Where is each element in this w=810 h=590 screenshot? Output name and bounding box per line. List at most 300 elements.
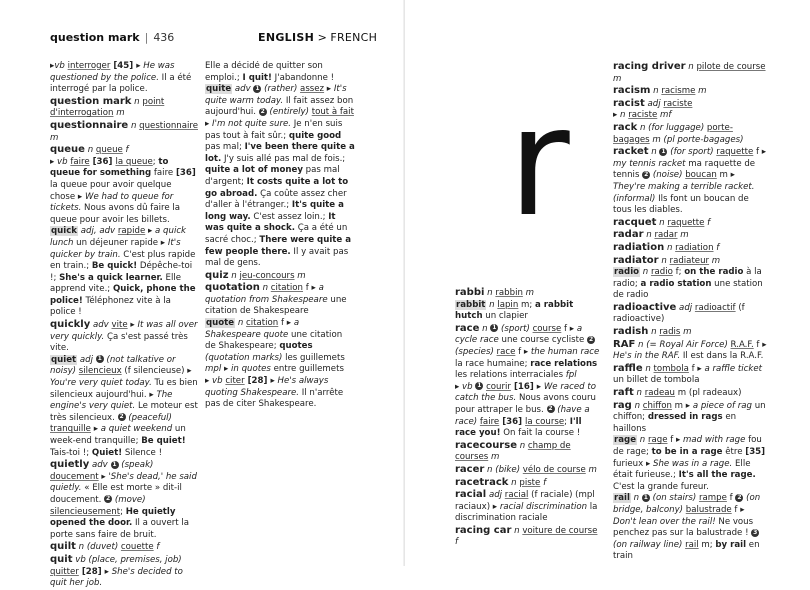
entry-text: Le moteur est très silencieux. [50,401,198,423]
example-sentence: my tennis racket [613,158,686,169]
phrase: a rabbit hutch [455,299,574,322]
translation: citation [270,283,304,294]
grammar-label: adj [644,98,664,109]
phrase: [28] [78,566,105,577]
grammar-label: adv [89,460,111,471]
entry-text: C'est la grande fureur. [613,481,709,492]
headword: rabbi [455,287,485,298]
headword: quilt [50,541,76,553]
phrase: [28] [244,376,271,387]
headword: racing driver [613,61,686,72]
entry-text: f ▸ [515,346,531,357]
phrase: It was quite a shock. [205,211,336,234]
dictionary-entry [205,318,355,376]
right-column-2 [613,61,768,563]
phrase: a radio station [640,278,712,289]
entry-text: m (pl radeaux) [675,388,742,399]
headword: raft [613,387,634,399]
example-sentence: We had to queue for tickets. [50,191,174,214]
example-sentence: They're making a terrible racket. (informal) [613,181,755,204]
translation: pilote de course [696,62,766,72]
entry-text: un clapier [482,311,528,322]
example-sentence: He was questioned by the police. [50,61,175,83]
dictionary-entry [613,493,768,563]
example-sentence: a raffle ticket [704,363,762,374]
dictionary-entry [50,319,198,355]
translation: couette [120,542,154,553]
grammar-label: n [648,147,660,158]
sense-number: 2 [588,335,594,343]
dictionary-entry [613,339,768,363]
dictionary-entry [50,96,198,120]
grammar-label: (on stairs) [649,493,699,504]
phrase: [36] [89,156,116,167]
entry-text: Je n'en suis pas tout à fait sûr.; [205,118,343,141]
example-sentence: It's quite warm today. [205,84,347,106]
headword: racetrack [455,476,509,488]
translation: radioactif [694,302,736,313]
phrase: It's quite a long way. [205,200,344,222]
translation: voiture de course [522,525,598,536]
headword: racing car [455,524,512,536]
entry-text: être [722,447,746,457]
dictionary-entry [613,326,768,339]
dictionary-entry [613,146,768,217]
example-sentence: a cycle race [455,323,583,346]
grammar-label: m [50,132,59,143]
entry-text: Il a été interrogé par la police. [50,72,192,95]
grammar-label: f [153,542,160,553]
entry-text: C'est assez loin.; [250,211,329,222]
entry-text: un billet de tombola [613,375,700,386]
phrase: [36] [175,168,196,179]
phrase: Quiet! [91,447,123,458]
example-sentence: a quiet weekend [100,424,173,435]
target-language: FRENCH [330,31,378,44]
grammar-label: (move) [112,494,146,505]
headword: quotation [205,282,260,294]
grammar-label: m (pl porte-bagages) [649,134,744,145]
entry-text: pas mal d'argent; [205,165,340,187]
translation: citation [246,318,279,329]
translation: faire [70,156,90,167]
translation: la queue [115,156,153,167]
phrase: She's a quick learner. [59,272,163,283]
grammar-label: f [455,537,459,548]
dictionary-entry [50,144,198,157]
entry-text: Elle était furieuse.; [613,458,751,481]
entry-text: Dépêche-toi !; [50,261,193,283]
entry-text: ▸ [50,156,58,167]
entry-text: f ▸ [753,339,767,350]
headword: raffle [613,362,643,374]
entry-text: Ça coûte assez cher d'aller à l'étranger.; [205,188,347,211]
grammar-label: m [113,108,125,119]
entry-text: pas mal; [205,142,245,153]
sense-number: 2 [644,170,649,178]
dictionary-entry [613,85,768,98]
phrase: race relations [530,358,598,369]
example-sentence: a piece of rag [692,400,752,411]
sense-number: 2 [260,107,265,115]
example-sentence: in quotes [231,364,271,375]
headword: rag [613,399,632,411]
grammar-label: m [294,270,306,281]
highlighted-headword: quick [51,226,78,237]
translation: rage [647,435,668,446]
grammar-label: (noise) [650,170,686,181]
translation: tombola [653,363,689,374]
grammar-label: f [704,217,711,228]
sense-number: 2 [548,405,553,413]
translation: queue [95,145,123,156]
entry-text: ▸ [324,84,334,95]
example-sentence: We raced to catch the bus. [455,381,596,404]
highlighted-headword: radio [614,267,640,278]
example-sentence: mad with rage [683,435,746,446]
dictionary-entry [205,84,355,270]
source-language: ENGLISH [258,31,315,44]
translation: assez [300,84,325,95]
entry-text: en train [613,539,760,562]
headword: racist [613,97,645,109]
grammar-label: m [585,464,597,475]
dictionary-entry [613,302,768,326]
translation: la course [525,416,565,427]
entry-text: ▸ [205,118,213,129]
grammar-label: m [522,288,535,298]
entry-text: ; [120,506,126,517]
example-sentence: I'm not quite sure. [212,118,292,129]
section-letter: r [508,76,570,250]
grammar-label: m [680,327,692,338]
translation: chiffon [642,400,672,411]
translation: racial [504,490,529,501]
entry-text: la queue pour avoir quelque chose ▸ [50,179,172,202]
entry-text: un week-end tranquille; [50,424,186,446]
entry-text: une citation de Shakespeare [205,294,347,317]
translation: R.A.F. [730,339,754,350]
dictionary-entry [50,355,198,459]
entry-text: (f silencieuse) ▸ [121,366,192,377]
grammar-label: n [131,96,143,107]
entry-text: la discrimination raciale [455,501,598,524]
sense-number: 3 [753,528,758,536]
phrase: to be in a rage [651,447,723,457]
translation: radeau [644,388,675,399]
grammar-label: n [658,255,670,266]
translation: raquette [716,147,754,158]
grammar-label: n [484,288,496,298]
sense-number: 1 [643,493,648,501]
grammar-label: n (bike) [484,464,523,475]
translation: rail [685,539,699,550]
dictionary-entry [50,226,198,319]
example-sentence: He's in the RAF. [613,351,681,362]
entry-text: ▸ [536,381,544,392]
translation: radis [659,327,681,338]
dictionary-entry [613,255,768,268]
grammar-label: m [488,452,500,463]
translation: race [496,346,516,357]
left-page [0,0,405,589]
dictionary-entry [50,157,198,227]
dictionary-entry [455,464,603,477]
dictionary-entry [613,435,768,493]
example-sentence: a Shakespeare quote [205,318,300,340]
grammar-label: m [613,73,622,84]
grammar-label: n [508,477,520,488]
grammar-label: mpl [205,364,222,375]
dictionary-entry [455,440,603,464]
entry-text: J'y suis allé pas mal de fois.; [221,153,346,164]
grammar-label: n (duvet) [75,542,121,553]
entry-text: f ▸ [731,504,745,515]
entry-text: Il a ouvert la porte sans faire de bruit. [50,518,190,540]
right-running-head [258,31,377,44]
entry-text: (f raciale) (mpl raciaux) ▸ [455,490,595,512]
sense-number: 2 [119,413,124,421]
translation: rampe [698,493,727,504]
translation: quitter [50,566,79,577]
translation: rabbin [495,288,523,298]
translation: radiation [675,242,714,253]
grammar-label: m [677,230,689,241]
entry-text: Elle apprend vite.; [50,272,182,295]
headword: racism [613,85,651,97]
headword: racket [613,146,649,158]
headword: queue [50,144,85,156]
translation: silencieusement [50,506,121,517]
entry-text: m ▸ [671,400,693,411]
highlighted-headword: rail [614,493,630,504]
grammar-label: n [650,86,662,97]
grammar-label: adj [486,490,505,501]
headword: racial [455,489,487,501]
sense-number: 2 [737,493,742,501]
translation: balustrade [685,504,732,515]
headword: radiation [613,241,665,253]
entry-text: Nous avons couru pour attraper le bus. [455,393,596,415]
example-sentence: Don't lean over the rail! [613,516,716,527]
sense-number: 1 [255,84,260,92]
phrase: quite a lot of money [205,165,303,176]
left-running-head: question mark | 436 [50,31,175,44]
dictionary-entry [613,217,768,230]
phrase: It costs quite a lot to go abroad. [205,176,349,199]
highlighted-headword: quiet [51,354,77,365]
translation: vite [111,320,128,331]
dictionary-entry [613,400,768,436]
entry-text: ▸ [221,364,231,375]
grammar-label: (on bridge, balcony) [613,493,761,515]
entry-text: (f radioactive) [613,302,745,325]
entry-text: ▸ [145,226,156,237]
grammar-label: adj [77,354,96,365]
entry-text: m; [518,299,536,310]
grammar-label: n [228,270,240,281]
headword: radar [613,229,644,241]
headword: radish [613,326,649,338]
headword: quickly [50,319,91,331]
example-sentence: She was in a rage. [653,458,733,469]
entry-text: m ▸ [716,170,735,181]
grammar-label: f [540,477,547,488]
dictionary-entry [50,120,198,144]
phrase: to queue for something [50,156,169,179]
dictionary-entry [613,98,768,111]
grammar-label: (peaceful) [125,412,172,423]
entry-text: ; [564,416,570,427]
phrase: Quick, phone the police! [50,284,196,306]
translation: faire [479,416,500,427]
sense-number: 1 [477,382,482,390]
grammar-label: adv [232,84,254,95]
headword: questionnaire [50,119,129,131]
dictionary-entry [455,525,603,549]
grammar-label: n [511,525,523,536]
entry-text: entre guillemets [270,364,344,375]
entry-text: les guillemets [285,352,345,363]
headword: quit [50,553,73,565]
grammar-label: vb [54,61,68,71]
dictionary-entry [455,323,603,382]
entry-text: Il y avait pas mal de gens. [205,246,349,269]
entry-text: ▸ [104,566,112,577]
example-sentence: a quotation from Shakespeare [205,283,328,305]
grammar-label: n [642,363,654,374]
example-sentence: 'She's dead,' he said quietly. [50,471,197,494]
grammar-label: n [620,110,629,121]
phrase: quotes [279,341,313,352]
dictionary-entry [50,554,198,590]
grammar-label: m [709,255,721,266]
dictionary-entry [50,541,198,554]
grammar-label: n [664,242,676,253]
entry-text: Nous avons dû faire la queue pour avoir les billets. [50,203,180,225]
translation: radio [650,267,673,278]
translation: raciste [663,98,693,109]
headword: racecourse [455,439,517,451]
grammar-label: vb [57,156,71,167]
translation: courir [486,381,511,392]
translation: silencieux [78,366,122,377]
translation: questionnaire [139,120,198,131]
dictionary-entry [455,382,603,440]
highlighted-headword: quite [206,84,232,95]
entry-text: f ▸ [753,147,767,158]
dictionary-entry [205,61,355,84]
grammar-label: n (for luggage) [637,122,707,133]
phrase: on the radio [684,267,744,278]
phrase: dressed in rags [647,412,723,423]
grammar-label: m [695,86,707,97]
entry-text: ▸ [136,61,144,71]
grammar-label: n (= Royal Air Force) [635,339,731,350]
example-sentence: He's always quoting Shakespeare. [205,376,329,398]
grammar-label: (entirely) [266,107,312,118]
grammar-label: n [630,493,642,504]
entry-text: f ▸ [667,435,684,446]
grammar-label: f [122,145,129,156]
grammar-label: n [128,120,140,131]
grammar-label: (sport) [498,323,533,334]
example-sentence: racial discrimination [499,501,588,512]
phrase: I'll race you! [455,416,582,439]
dictionary-entry [613,363,768,387]
highlighted-headword: rabbit [456,299,486,310]
dictionary-entry [455,300,603,323]
headword: race [455,322,480,334]
highlighted-headword: quote [206,318,235,329]
entry-text: J'abandonne ! [271,72,335,83]
entry-text: une course cycliste [498,335,588,346]
sense-number: 2 [106,495,111,503]
example-sentence: the human race [530,346,600,357]
dictionary-entry [205,376,355,411]
grammar-label: (have a race) [455,404,590,427]
dictionary-entry [455,489,603,525]
grammar-label: n [631,400,643,411]
phrase: [35] [745,447,766,457]
dictionary-entry [613,242,768,255]
translation: piste [519,477,541,488]
grammar-label: vb (place, premises, job) [72,554,182,565]
direction-arrow: > [317,31,327,44]
headword: radioactive [613,301,677,313]
translation: point d'interrogation [50,96,165,119]
sense-number: 1 [492,324,497,332]
right-column-1 [455,287,603,549]
dictionary-entry [455,287,603,300]
entry-text: « Elle est morte » dit-il doucement. [50,483,182,505]
example-sentence: It was all over very quickly. [50,320,198,342]
dictionary-entry [613,267,768,302]
entry-text: en haillons [613,412,737,434]
entry-text: Ne vous penchez pas sur la balustrade ! [613,516,754,539]
example-sentence: You're very quiet today. [50,378,152,389]
entry-text: ; [152,156,159,167]
entry-text: une station de radio [613,278,763,301]
running-head-title: question mark [50,31,140,44]
phrase: [45] [110,61,137,71]
grammar-label: vb [462,381,476,392]
grammar-label: n [643,230,655,241]
entry-text: f ▸ [278,318,294,329]
grammar-label: n [648,327,660,338]
translation: boucan [685,170,717,181]
grammar-label: vb [212,376,226,387]
translation: citer [225,376,245,387]
dictionary-entry [613,110,768,122]
dictionary-entry [455,477,603,490]
translation: vélo de course [522,464,586,475]
grammar-label: f [713,242,720,253]
entry-text: Ça a été un sacré choc.; [205,223,348,245]
highlighted-headword: rage [614,435,637,446]
entry-text: Téléphonez vite à la police ! [50,295,171,318]
grammar-label: (quotation marks) [205,352,286,363]
grammar-label: n [259,283,271,294]
entry-text: ▸ [613,110,621,121]
translation: raciste [628,110,658,121]
translation: interroger [67,61,111,71]
grammar-label: (not talkative or noisy) [50,354,176,377]
entry-text: un chiffon; [613,400,766,423]
grammar-label: (for sport) [667,147,717,158]
dictionary-entry [613,122,768,146]
translation: raquette [667,217,705,228]
